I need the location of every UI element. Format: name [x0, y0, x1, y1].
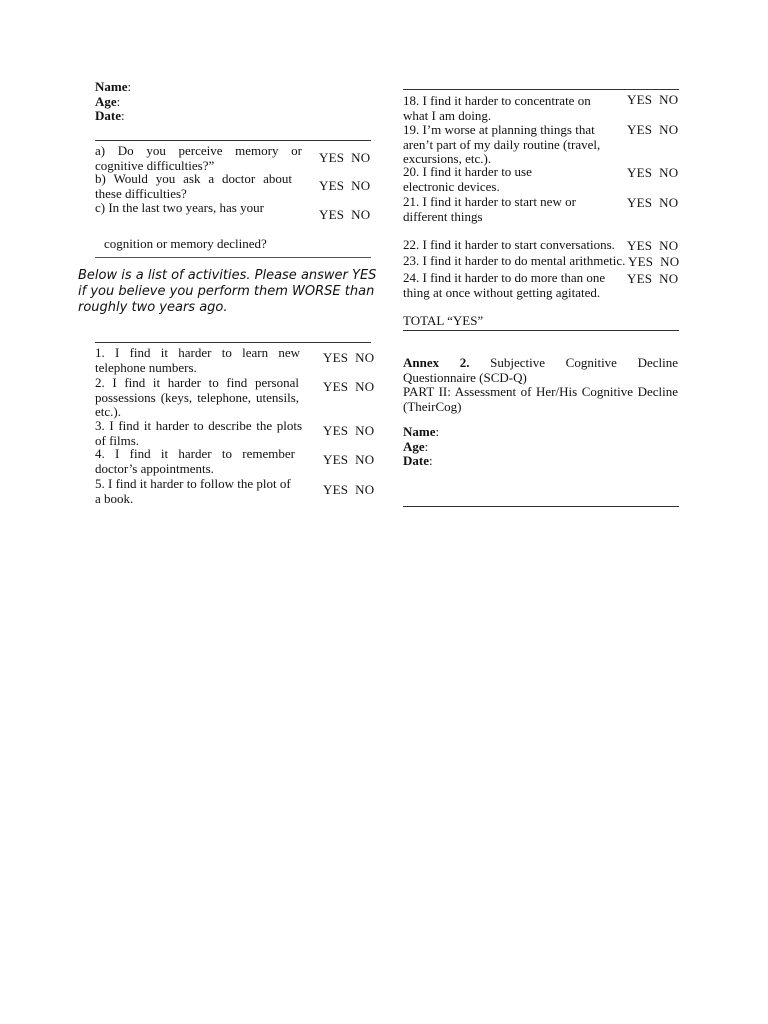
activity-item-18: 18. I find it harder to concentrate on what I am doing.: [403, 93, 591, 123]
no-option[interactable]: NO: [659, 238, 679, 253]
yes-no-options-2: [323, 379, 374, 395]
total-yes-label: TOTAL “YES”: [403, 313, 484, 328]
divider: [403, 89, 679, 90]
no-option[interactable]: NO: [355, 350, 375, 365]
divider: [403, 506, 679, 507]
no-option[interactable]: NO: [351, 150, 371, 165]
no-option[interactable]: NO: [660, 254, 680, 269]
date-label: Date: [95, 108, 121, 123]
no-option[interactable]: NO: [355, 452, 375, 467]
name-label: Name: [403, 424, 436, 439]
colon: :: [127, 79, 132, 94]
yes-no-options-19: [627, 122, 678, 138]
name-label: Name: [95, 79, 128, 94]
divider: [95, 342, 371, 343]
date-label: Date: [403, 453, 429, 468]
activity-item-21: 21. I find it harder to start new or different things: [403, 194, 576, 224]
yes-no-options-20: [627, 165, 678, 181]
annex-heading: [403, 356, 678, 385]
yes-option[interactable]: YES: [627, 92, 653, 107]
yes-option[interactable]: YES: [319, 207, 345, 222]
divider: [403, 330, 679, 331]
age-label: Age: [95, 93, 117, 109]
yes-option[interactable]: YES: [627, 122, 653, 137]
yes-option[interactable]: YES: [319, 178, 345, 193]
activity-item-3: 3. I find it harder to describe the plots of films.: [95, 418, 302, 448]
annex-part-title: PART II: Assessment of Her/His Cognitive Decline (TheirCog): [403, 384, 678, 414]
age-field: [95, 95, 131, 110]
age-label: Age: [403, 438, 425, 454]
no-option[interactable]: NO: [355, 423, 375, 438]
yes-no-options-24: [627, 271, 678, 287]
yes-no-options-a: [319, 150, 370, 166]
no-option[interactable]: NO: [659, 165, 679, 180]
date-field: [403, 454, 439, 469]
date-field: [95, 109, 131, 124]
yes-option[interactable]: YES: [627, 195, 653, 210]
activity-item-5: 5. I find it harder to follow the plot of a book.: [95, 476, 291, 506]
yes-no-options-4: [323, 452, 374, 468]
informant-info-block: [403, 425, 439, 469]
yes-option[interactable]: YES: [323, 423, 349, 438]
colon: :: [424, 438, 429, 454]
activity-item-1: 1. I find it harder to learn new telephone numbers.: [95, 345, 300, 375]
yes-no-options-3: [323, 423, 374, 439]
no-option[interactable]: NO: [351, 178, 371, 193]
yes-option[interactable]: YES: [627, 165, 653, 180]
yes-no-options-c: [319, 207, 370, 223]
activity-item-19: 19. I’m worse at planning things that aren’t part of my daily routine (travel, excursions, etc.).: [403, 122, 601, 166]
annex-title: Subjective Cognitive Decline Questionnaire (SCD-Q): [403, 355, 679, 385]
no-option[interactable]: NO: [659, 92, 679, 107]
yes-option[interactable]: YES: [319, 150, 345, 165]
yes-no-options-1: [323, 350, 374, 366]
no-option[interactable]: NO: [355, 482, 375, 497]
screening-question-b: b) Would you ask a doctor about these difficulties?: [95, 171, 292, 201]
yes-option[interactable]: YES: [323, 452, 349, 467]
divider: [95, 140, 371, 141]
yes-no-options-18: [627, 92, 678, 108]
yes-option[interactable]: YES: [627, 271, 653, 286]
name-field: [403, 425, 439, 440]
yes-option[interactable]: YES: [323, 379, 349, 394]
colon: :: [429, 453, 433, 468]
name-field: [95, 80, 131, 95]
yes-no-options-5: [323, 482, 374, 498]
age-field: [403, 440, 439, 455]
screening-question-c: c) In the last two years, has your: [95, 200, 264, 215]
yes-no-options-21: [627, 195, 678, 211]
no-option[interactable]: NO: [659, 271, 679, 286]
screening-question-c-continued: cognition or memory declined?: [104, 236, 267, 251]
instruction-text: Below is a list of activities. Please answer YES if you believe you perform them WORSE than roughly two years ago.: [78, 268, 377, 315]
patient-info-block: [95, 80, 131, 124]
divider: [95, 257, 371, 258]
yes-option[interactable]: YES: [628, 254, 654, 269]
screening-question-a: a) Do you perceive memory or cognitive difficulties?”: [95, 143, 302, 173]
yes-option[interactable]: YES: [627, 238, 653, 253]
activity-item-20: 20. I find it harder to use electronic devices.: [403, 164, 532, 194]
activity-item-2: 2. I find it harder to find personal possessions (keys, telephone, utensils, etc.).: [95, 375, 299, 419]
activity-item-23: 23. I find it harder to do mental arithmetic.: [403, 253, 626, 268]
yes-option[interactable]: YES: [323, 350, 349, 365]
no-option[interactable]: NO: [659, 195, 679, 210]
yes-no-options-22: [627, 238, 678, 254]
yes-option[interactable]: YES: [323, 482, 349, 497]
activity-item-4: 4. I find it harder to remember doctor’s appointments.: [95, 446, 295, 476]
no-option[interactable]: NO: [355, 379, 375, 394]
colon: :: [435, 424, 440, 439]
yes-no-options-b: [319, 178, 370, 194]
colon: :: [121, 108, 125, 123]
activity-item-22: 22. I find it harder to start conversations.: [403, 237, 615, 252]
no-option[interactable]: NO: [659, 122, 679, 137]
yes-no-options-23: [628, 254, 679, 270]
annex-label: Annex 2.: [403, 355, 470, 370]
activity-item-24: 24. I find it harder to do more than one thing at once without getting agitated.: [403, 270, 606, 300]
colon: :: [116, 93, 121, 109]
no-option[interactable]: NO: [351, 207, 371, 222]
